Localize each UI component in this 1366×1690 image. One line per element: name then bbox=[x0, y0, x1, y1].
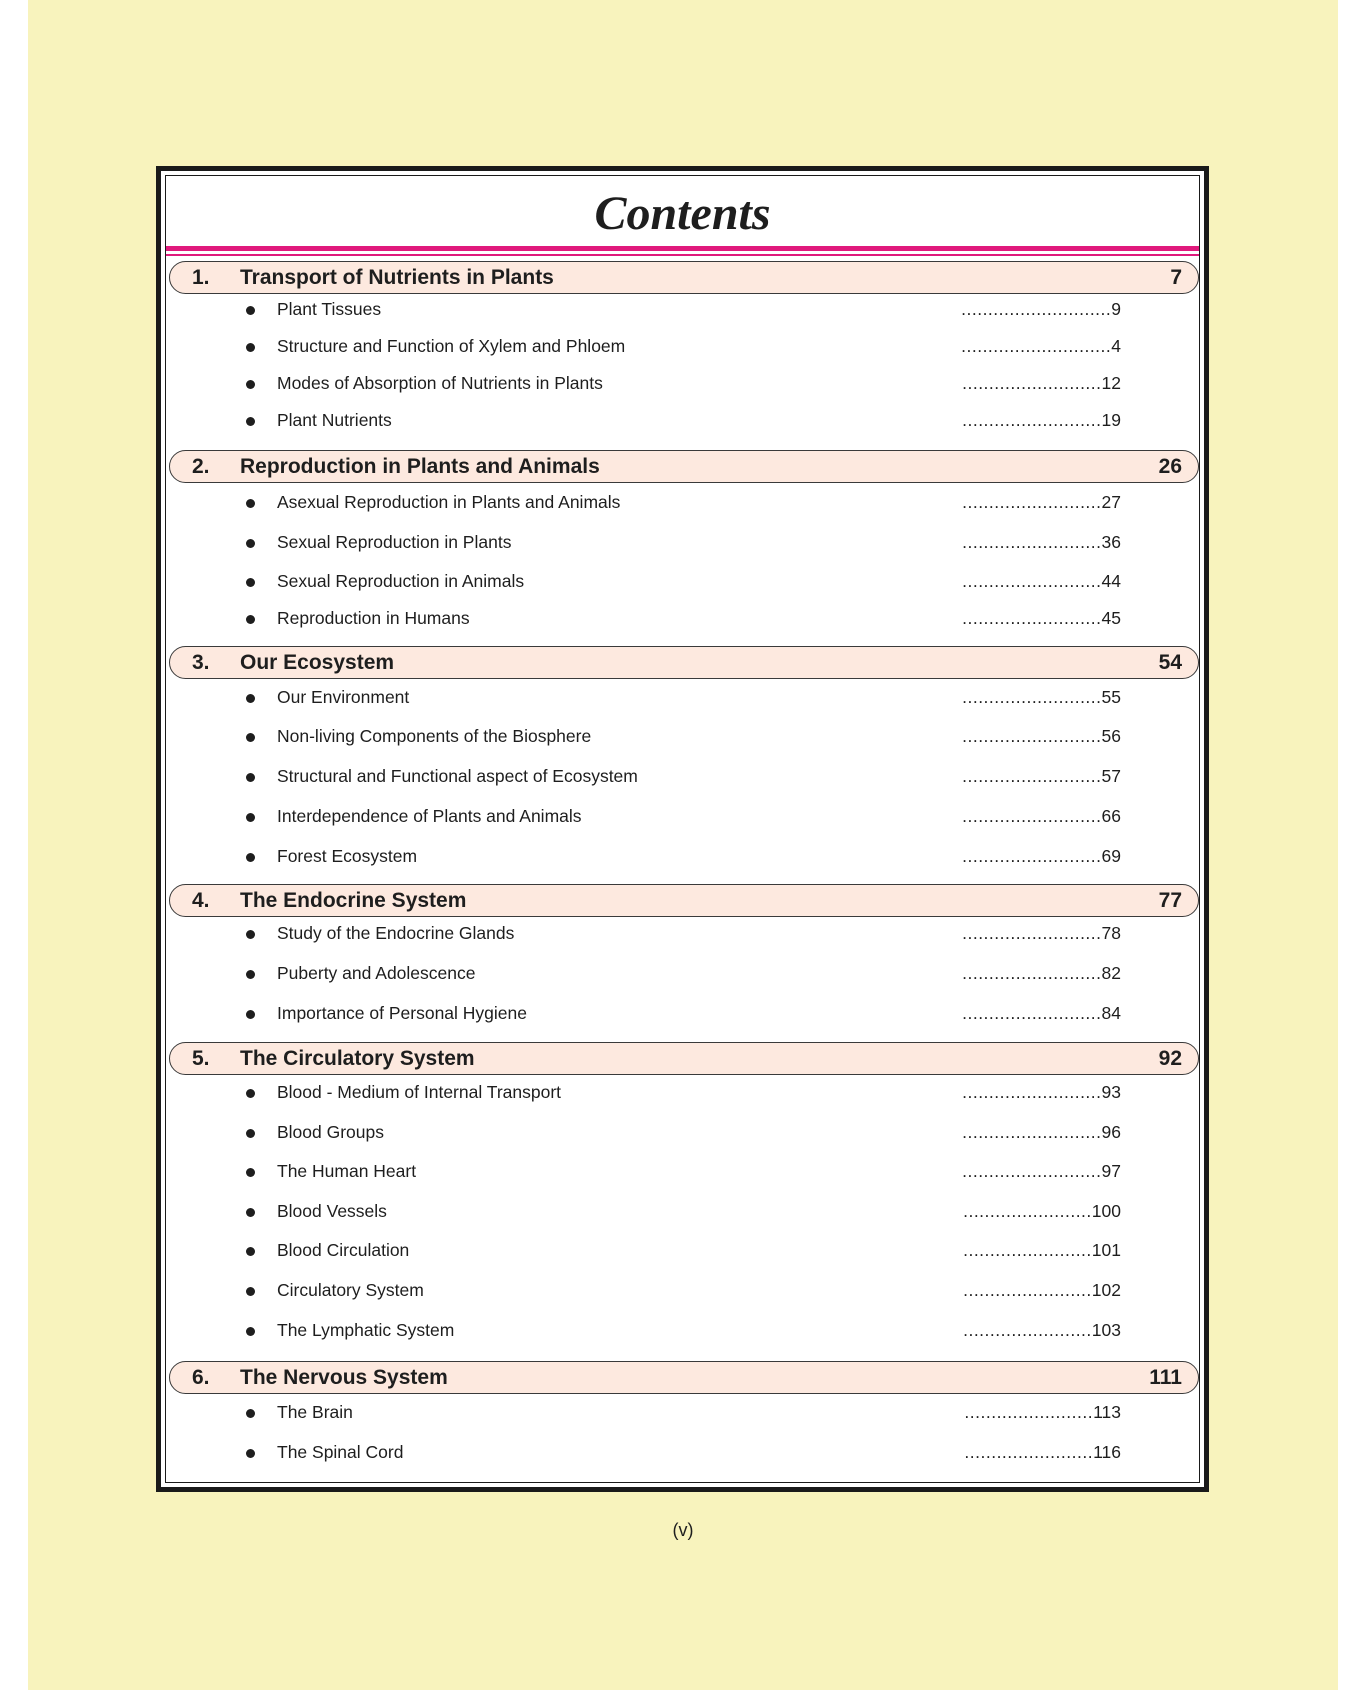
topic-page-ref bbox=[946, 299, 1121, 320]
topic-title: Blood Circulation bbox=[277, 1240, 410, 1260]
dot-leader: .......................... bbox=[962, 1082, 1102, 1102]
topic-title: Interdependence of Plants and Animals bbox=[277, 806, 582, 826]
dot-leader: ........................ bbox=[964, 1442, 1094, 1462]
topic-page: 27 bbox=[1101, 492, 1121, 512]
chapter-title: Transport of Nutrients in Plants bbox=[240, 266, 554, 289]
topic-page-ref bbox=[946, 1442, 1121, 1463]
topic-title: Sexual Reproduction in Plants bbox=[277, 532, 512, 552]
chapter-heading[interactable] bbox=[169, 646, 1199, 679]
topic-page-ref bbox=[946, 373, 1121, 394]
topic-page-ref bbox=[946, 1402, 1121, 1423]
bullet-icon bbox=[246, 1208, 255, 1217]
topic-row[interactable] bbox=[166, 491, 1206, 515]
bullet-icon bbox=[246, 773, 255, 782]
chapter-number: 5. bbox=[192, 1047, 210, 1070]
topic-page-ref bbox=[946, 532, 1121, 553]
bullet-icon bbox=[246, 1409, 255, 1418]
topic-page-ref bbox=[946, 1201, 1121, 1222]
topic-row[interactable] bbox=[166, 1319, 1206, 1343]
dot-leader: .......................... bbox=[962, 1003, 1102, 1023]
topic-title: The Human Heart bbox=[277, 1161, 417, 1181]
dot-leader: .......................... bbox=[962, 1161, 1102, 1181]
topic-page: 113 bbox=[1093, 1402, 1121, 1422]
chapter-number: 2. bbox=[192, 455, 210, 478]
topic-row[interactable] bbox=[166, 1239, 1206, 1263]
bullet-icon bbox=[246, 1010, 255, 1019]
topic-page-ref bbox=[946, 410, 1121, 431]
topic-title: Puberty and Adolescence bbox=[277, 963, 476, 983]
bullet-icon bbox=[246, 1168, 255, 1177]
chapter-page: 26 bbox=[1158, 455, 1182, 478]
chapter-number: 3. bbox=[192, 651, 210, 674]
chapter-heading[interactable] bbox=[169, 1361, 1199, 1394]
contents-frame-inner bbox=[165, 175, 1200, 1483]
topic-page-ref bbox=[946, 1082, 1121, 1103]
topic-page: 56 bbox=[1101, 726, 1121, 746]
topic-page-ref bbox=[946, 1280, 1121, 1301]
topic-title: Blood Vessels bbox=[277, 1201, 387, 1221]
topic-row[interactable] bbox=[166, 335, 1206, 359]
topic-row[interactable] bbox=[166, 1121, 1206, 1145]
topic-page: 55 bbox=[1101, 687, 1121, 707]
topic-title: Structure and Function of Xylem and Phloem bbox=[277, 336, 626, 356]
topic-page: 101 bbox=[1091, 1240, 1121, 1260]
bullet-icon bbox=[246, 499, 255, 508]
topic-page: 93 bbox=[1101, 1082, 1121, 1102]
bullet-icon bbox=[246, 733, 255, 742]
topic-row[interactable] bbox=[166, 1002, 1206, 1026]
topic-page-ref bbox=[946, 726, 1121, 747]
topic-title: Blood - Medium of Internal Transport bbox=[277, 1082, 562, 1102]
chapter-title: The Circulatory System bbox=[240, 1047, 475, 1070]
topic-page: 19 bbox=[1101, 410, 1121, 430]
topic-title: Blood Groups bbox=[277, 1122, 385, 1142]
topic-page: 97 bbox=[1101, 1161, 1121, 1181]
topic-page-ref bbox=[946, 963, 1121, 984]
dot-leader: .......................... bbox=[962, 766, 1102, 786]
topic-page-ref bbox=[946, 1003, 1121, 1024]
chapter-page: 92 bbox=[1158, 1047, 1182, 1070]
dot-leader: .......................... bbox=[962, 687, 1102, 707]
topic-row[interactable] bbox=[166, 1441, 1206, 1465]
chapter-heading[interactable] bbox=[169, 1042, 1199, 1075]
dot-leader: ............................ bbox=[961, 299, 1112, 319]
dot-leader: ............................ bbox=[961, 336, 1112, 356]
bullet-icon bbox=[246, 813, 255, 822]
bullet-icon bbox=[246, 853, 255, 862]
topic-row[interactable] bbox=[166, 845, 1206, 869]
topic-page: 57 bbox=[1101, 766, 1121, 786]
dot-leader: .......................... bbox=[962, 492, 1102, 512]
title-rule-thin bbox=[166, 254, 1199, 256]
topic-title: Plant Tissues bbox=[277, 299, 382, 319]
topic-page-ref bbox=[946, 846, 1121, 867]
topic-title: The Lymphatic System bbox=[277, 1320, 455, 1340]
topic-page: 12 bbox=[1101, 373, 1121, 393]
topic-page: 96 bbox=[1101, 1122, 1121, 1142]
topic-page: 100 bbox=[1091, 1201, 1121, 1221]
dot-leader: ........................ bbox=[963, 1280, 1092, 1300]
topic-row[interactable] bbox=[166, 922, 1206, 946]
topic-page: 66 bbox=[1101, 806, 1121, 826]
topic-title: Importance of Personal Hygiene bbox=[277, 1003, 527, 1023]
topic-page-ref bbox=[946, 492, 1121, 513]
topic-page: 78 bbox=[1101, 923, 1121, 943]
topic-title: Plant Nutrients bbox=[277, 410, 392, 430]
dot-leader: ........................ bbox=[963, 1201, 1092, 1221]
bullet-icon bbox=[246, 1327, 255, 1336]
bullet-icon bbox=[246, 1449, 255, 1458]
topic-page: 36 bbox=[1101, 532, 1121, 552]
topic-title: The Brain bbox=[277, 1402, 353, 1422]
topic-title: Structural and Functional aspect of Ecosystem bbox=[277, 766, 638, 786]
chapter-title: Reproduction in Plants and Animals bbox=[240, 455, 600, 478]
topic-page-ref bbox=[946, 1240, 1121, 1261]
bullet-icon bbox=[246, 578, 255, 587]
topic-page: 116 bbox=[1093, 1442, 1121, 1462]
topic-title: Study of the Endocrine Glands bbox=[277, 923, 515, 943]
topic-page: 44 bbox=[1101, 571, 1121, 591]
topic-title: Sexual Reproduction in Animals bbox=[277, 571, 525, 591]
chapter-number: 4. bbox=[192, 889, 210, 912]
topic-page: 45 bbox=[1101, 608, 1121, 628]
dot-leader: ........................ bbox=[963, 1240, 1092, 1260]
topic-row[interactable] bbox=[166, 1160, 1206, 1184]
bullet-icon bbox=[246, 306, 255, 315]
topic-page-ref bbox=[946, 1161, 1121, 1182]
chapter-title: The Nervous System bbox=[240, 1366, 448, 1389]
topic-page-ref bbox=[946, 336, 1121, 357]
topic-row[interactable] bbox=[166, 686, 1206, 710]
bullet-icon bbox=[246, 1129, 255, 1138]
chapter-heading[interactable] bbox=[169, 261, 1199, 294]
bullet-icon bbox=[246, 539, 255, 548]
topic-row[interactable] bbox=[166, 1279, 1206, 1303]
page-number: (v) bbox=[672, 1520, 694, 1540]
page-title: Contents bbox=[594, 187, 771, 240]
topic-row[interactable] bbox=[166, 607, 1206, 631]
chapter-page: 111 bbox=[1149, 1366, 1182, 1389]
chapter-heading[interactable] bbox=[169, 450, 1199, 483]
dot-leader: .......................... bbox=[962, 806, 1102, 826]
contents-frame bbox=[156, 166, 1209, 1492]
topic-page-ref bbox=[946, 608, 1121, 629]
dot-leader: .......................... bbox=[962, 532, 1102, 552]
topic-row[interactable] bbox=[166, 570, 1206, 594]
dot-leader: .......................... bbox=[962, 373, 1102, 393]
bullet-icon bbox=[246, 1247, 255, 1256]
topic-page-ref bbox=[946, 571, 1121, 592]
topic-page-ref bbox=[946, 806, 1121, 827]
bullet-icon bbox=[246, 1287, 255, 1296]
topic-title: Our Environment bbox=[277, 687, 410, 707]
topic-title: Reproduction in Humans bbox=[277, 608, 470, 628]
topic-page-ref bbox=[946, 1122, 1121, 1143]
topic-row[interactable] bbox=[166, 298, 1206, 322]
topic-row[interactable] bbox=[166, 372, 1206, 396]
topic-page-ref bbox=[946, 766, 1121, 787]
topic-title: Modes of Absorption of Nutrients in Plants bbox=[277, 373, 603, 393]
topic-row[interactable] bbox=[166, 805, 1206, 829]
topic-title: The Spinal Cord bbox=[277, 1442, 404, 1462]
topic-page-ref bbox=[946, 923, 1121, 944]
topic-title: Non-living Components of the Biosphere bbox=[277, 726, 592, 746]
topic-page: 4 bbox=[1111, 336, 1121, 356]
bullet-icon bbox=[246, 380, 255, 389]
bullet-icon bbox=[246, 930, 255, 939]
bullet-icon bbox=[246, 694, 255, 703]
topic-row[interactable] bbox=[166, 962, 1206, 986]
topic-row[interactable] bbox=[166, 1200, 1206, 1224]
dot-leader: .......................... bbox=[962, 571, 1102, 591]
chapter-page: 7 bbox=[1170, 266, 1182, 289]
topic-row[interactable] bbox=[166, 765, 1206, 789]
bullet-icon bbox=[246, 615, 255, 624]
topic-title: Forest Ecosystem bbox=[277, 846, 418, 866]
topic-title: Circulatory System bbox=[277, 1280, 424, 1300]
bullet-icon bbox=[246, 970, 255, 979]
chapter-title: Our Ecosystem bbox=[240, 651, 395, 674]
dot-leader: .......................... bbox=[962, 608, 1102, 628]
dot-leader: .......................... bbox=[962, 846, 1102, 866]
chapter-heading[interactable] bbox=[169, 884, 1199, 917]
chapter-number: 6. bbox=[192, 1366, 210, 1389]
chapter-page: 54 bbox=[1158, 651, 1182, 674]
topic-page: 102 bbox=[1091, 1280, 1121, 1300]
chapter-page: 77 bbox=[1158, 889, 1182, 912]
dot-leader: .......................... bbox=[962, 963, 1102, 983]
topic-page: 82 bbox=[1101, 963, 1121, 983]
title-rule-thick bbox=[166, 246, 1199, 251]
topic-page: 69 bbox=[1101, 846, 1121, 866]
dot-leader: ........................ bbox=[964, 1402, 1094, 1422]
topic-row[interactable] bbox=[166, 1081, 1206, 1105]
chapter-title: The Endocrine System bbox=[240, 889, 467, 912]
topic-page-ref bbox=[946, 1320, 1121, 1341]
topic-row[interactable] bbox=[166, 531, 1206, 555]
dot-leader: .......................... bbox=[962, 923, 1102, 943]
dot-leader: .......................... bbox=[962, 726, 1102, 746]
topic-row[interactable] bbox=[166, 1401, 1206, 1425]
bullet-icon bbox=[246, 343, 255, 352]
dot-leader: ........................ bbox=[963, 1320, 1092, 1340]
chapter-number: 1. bbox=[192, 266, 210, 289]
topic-title: Asexual Reproduction in Plants and Animals bbox=[277, 492, 621, 512]
topic-page-ref bbox=[946, 687, 1121, 708]
dot-leader: .......................... bbox=[962, 410, 1102, 430]
topic-row[interactable] bbox=[166, 409, 1206, 433]
dot-leader: .......................... bbox=[962, 1122, 1102, 1142]
topic-page: 103 bbox=[1091, 1320, 1121, 1340]
topic-page: 9 bbox=[1111, 299, 1121, 319]
bullet-icon bbox=[246, 1089, 255, 1098]
topic-page: 84 bbox=[1101, 1003, 1121, 1023]
topic-row[interactable] bbox=[166, 725, 1206, 749]
bullet-icon bbox=[246, 417, 255, 426]
